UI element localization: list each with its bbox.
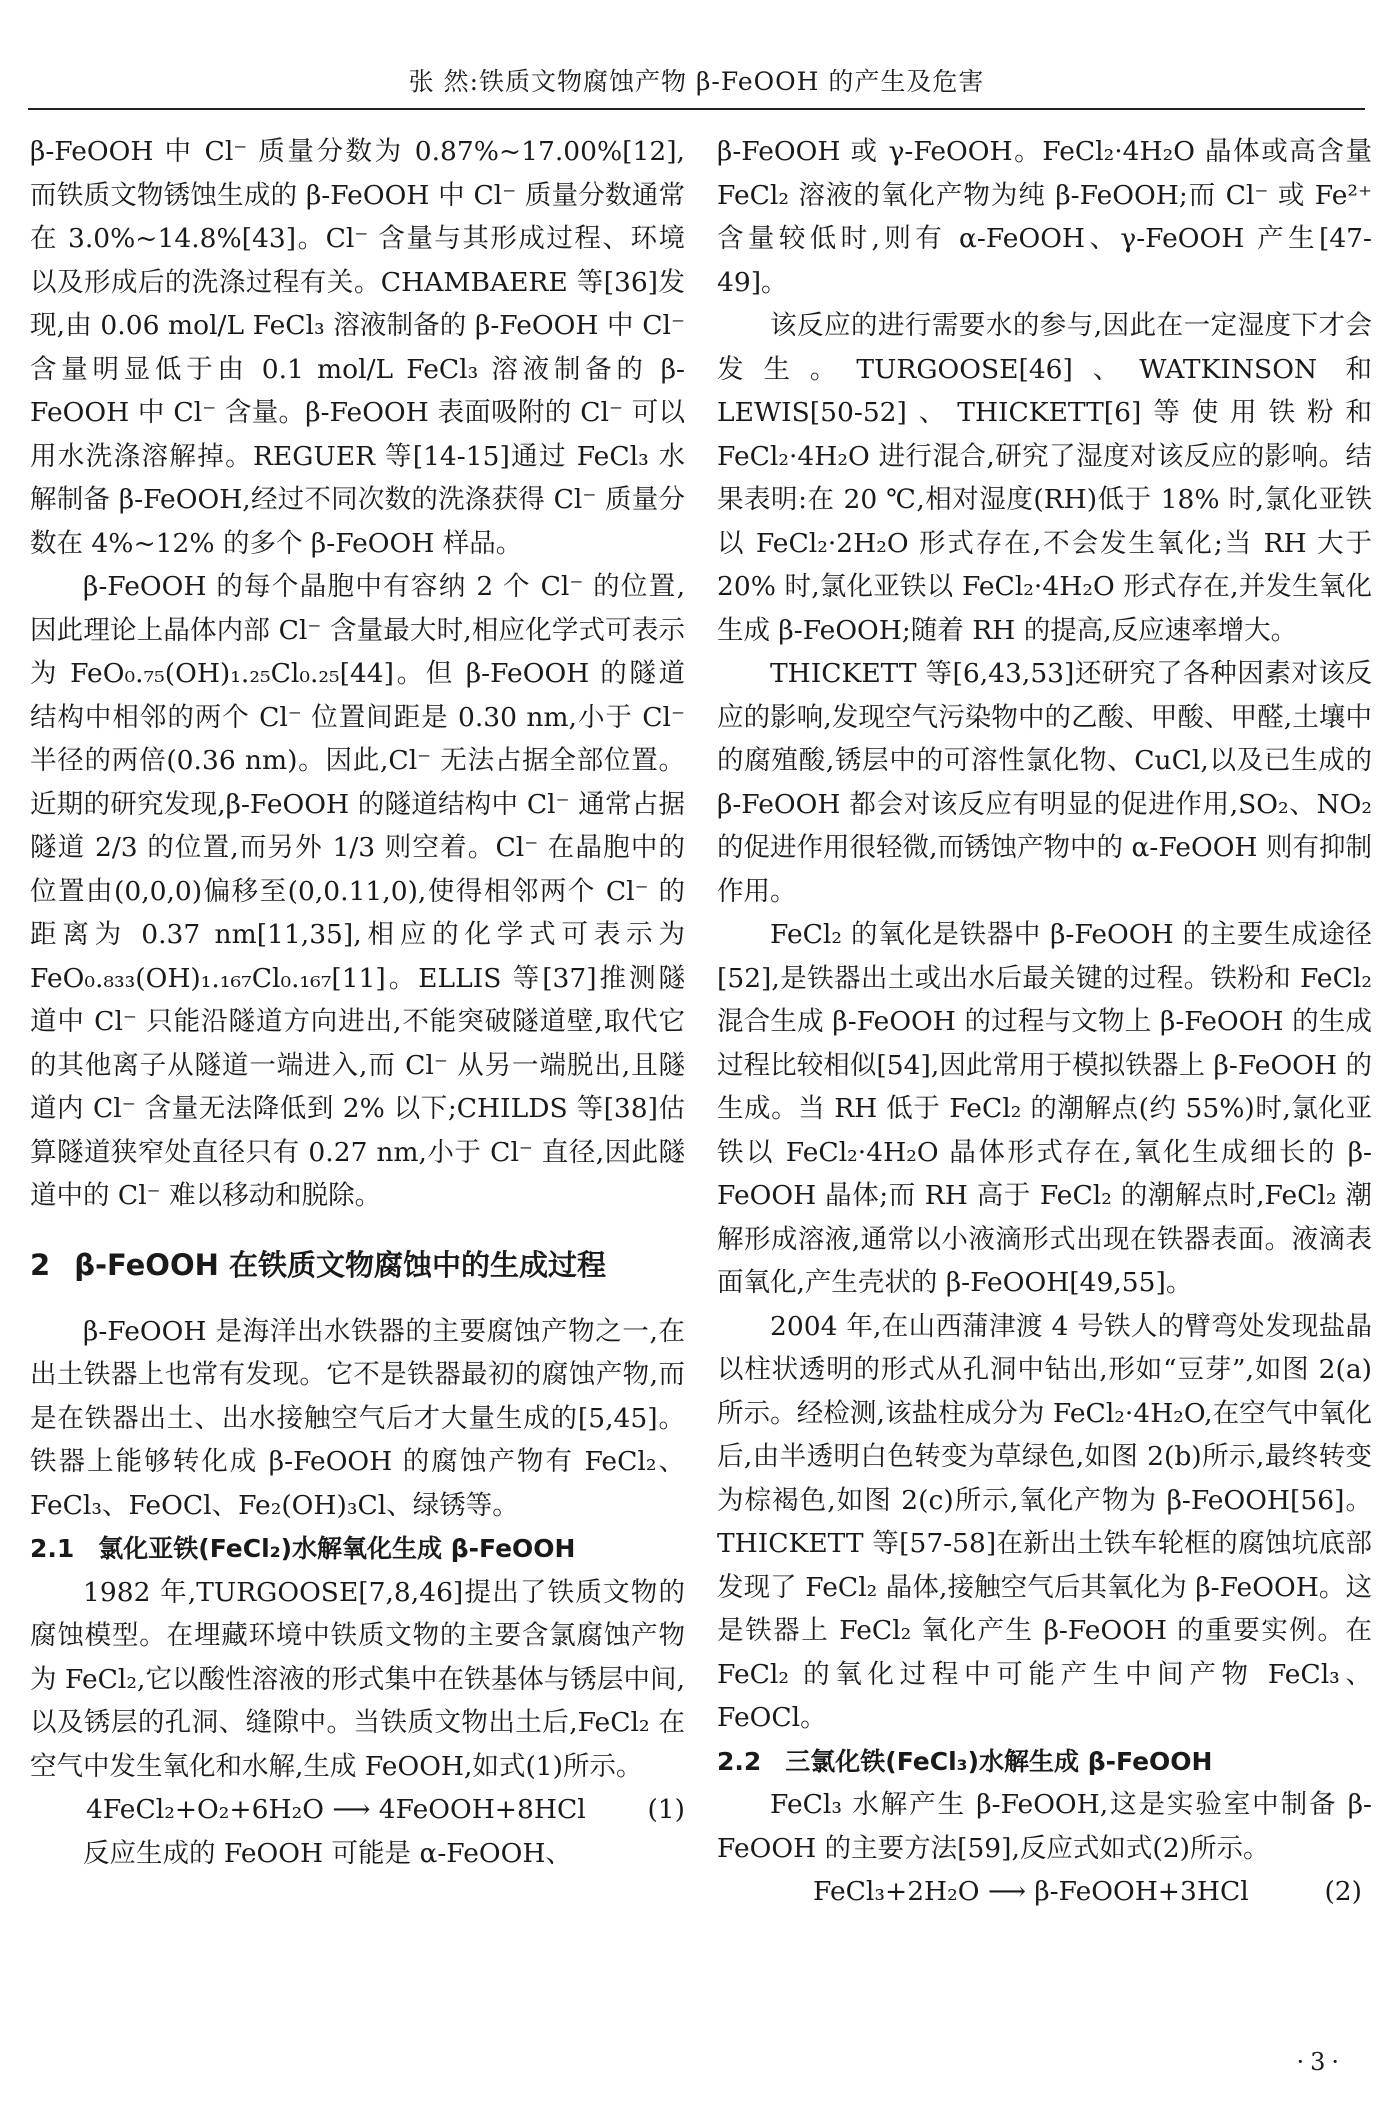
left-column [30, 130, 685, 1875]
subsection-heading [30, 1527, 685, 1571]
subsection-number: 2.1 [30, 1534, 75, 1563]
subsection-number: 2.2 [717, 1746, 762, 1776]
paragraph: β-FeOOH 或 γ-FeOOH。FeCl₂·4H₂O 晶体或高含量 FeCl₂ 溶液的氧化产物为纯 β-FeOOH;而 Cl⁻ 或 Fe²⁺ 含量较低时,则有 α-FeOOH、γ-FeOOH 产生[47-49]。 [717, 136, 1372, 298]
paragraph: 1982 年,TURGOOSE[7,8,46]提出了铁质文物的腐蚀模型。在埋藏环境中铁质文物的主要含氯腐蚀产物为 FeCl₂,它以酸性溶液的形式集中在铁基体与锈层中间,以及锈层的孔洞、缝隙中。当铁质文物出土后,FeCl₂ 在空气中发生氧化和水解,生成 FeOOH,如式(1)所示。 [30, 1576, 685, 1782]
paragraph: 2004 年,在山西蒲津渡 4 号铁人的臂弯处发现盐晶以柱状透明的形式从孔洞中钻出,形如“豆芽”,如图 2(a)所示。经检测,该盐柱成分为 FeCl₂·4H₂O,在空气中氧化后,由半透明白色转变为草绿色,如图 2(b)所示,最终转变为棕褐色,如图 2(c)所示,氧化产物为 β-FeOOH[56]。THICKETT 等[57-58]在新出土铁车轮框的腐蚀坑底部发现了 FeCl₂ 晶体,接触空气后其氧化为 β-FeOOH。这是铁器上 FeCl₂ 氧化产生 β-FeOOH 的重要实例。在 FeCl₂ 的氧化过程中可能产生中间产物 FeCl₃、FeOCl。 [717, 1310, 1372, 1733]
paragraph: 该反应的进行需要水的参与,因此在一定湿度下才会发生。TURGOOSE[46]、WATKINSON 和 LEWIS[50-52]、THICKETT[6]等使用铁粉和 FeCl₂·4H₂O 进行混合,研究了湿度对该反应的影响。结果表明:在 20 ℃,相对湿度(RH)低于 18% 时,氯化亚铁以 FeCl₂·2H₂O 形式存在,不会发生氧化;当 RH 大于 20% 时,氯化亚铁以 FeCl₂·4H₂O 形式存在,并发生氧化生成 β-FeOOH;随着 RH 的提高,反应速率增大。 [717, 310, 1372, 646]
paragraph: FeCl₃ 水解产生 β-FeOOH,这是实验室中制备 β-FeOOH 的主要方法[59],反应式如式(2)所示。 [717, 1789, 1372, 1864]
equation-number: (1) [647, 1794, 685, 1825]
paragraph: 反应生成的 FeOOH 可能是 α-FeOOH、 [83, 1837, 572, 1869]
equation-2 [717, 1870, 1372, 1914]
equation-number: (2) [1324, 1876, 1362, 1907]
equation-body: FeCl₃+2H₂O ⟶ β-FeOOH+3HCl [813, 1876, 1249, 1907]
running-header: 张 然:铁质文物腐蚀产物 β-FeOOH 的产生及危害 [408, 67, 985, 96]
paragraph: FeCl₂ 的氧化是铁器中 β-FeOOH 的主要生成途径[52],是铁器出土或出水后最关键的过程。铁粉和 FeCl₂ 混合生成 β-FeOOH 的过程与文物上 β-FeOOH 的生成过程比较相似[54],因此常用于模拟铁器上 β-FeOOH 的生成。当 RH 低于 FeCl₂ 的潮解点(约 55%)时,氯化亚铁以 FeCl₂·4H₂O 晶体形式存在,氧化生成细长的 β-FeOOH 晶体;而 RH 高于 FeCl₂ 的潮解点时,FeCl₂ 潮解形成溶液,通常以小液滴形式出现在铁器表面。液滴表面氧化,产生壳状的 β-FeOOH[49,55]。 [717, 919, 1372, 1298]
equation-body: 4FeCl₂+O₂+6H₂O ⟶ 4FeOOH+8HCl [86, 1794, 586, 1825]
subsection-title: 氯化亚铁(FeCl₂)水解氧化生成 β-FeOOH [98, 1534, 576, 1563]
subsection-heading [717, 1740, 1372, 1784]
paragraph: β-FeOOH 的每个晶胞中有容纳 2 个 Cl⁻ 的位置,因此理论上晶体内部 Cl⁻ 含量最大时,相应化学式可表示为 FeO₀.₇₅(OH)₁.₂₅Cl₀.₂₅[44]。但 β-FeOOH 的隧道结构中相邻的两个 Cl⁻ 位置间距是 0.30 nm,小于 Cl⁻ 半径的两倍(0.36 nm)。因此,Cl⁻ 无法占据全部位置。近期的研究发现,β-FeOOH 的隧道结构中 Cl⁻ 通常占据隧道 2/3 的位置,而另外 1/3 则空着。Cl⁻ 在晶胞中的位置由(0,0,0)偏移至(0,0.11,0),使得相邻两个 Cl⁻ 的距离为 0.37 nm[11,35],相应的化学式可表示为 FeO₀.₈₃₃(OH)₁.₁₆₇Cl₀.₁₆₇[11]。ELLIS 等[37]推测隧道中 Cl⁻ 只能沿隧道方向进出,不能突破隧道壁,取代它的其他离子从隧道一端进入,而 Cl⁻ 从另一端脱出,且隧道内 Cl⁻ 含量无法降低到 2% 以下;CHILDS 等[38]估算隧道狭窄处直径只有 0.27 nm,小于 Cl⁻ 直径,因此隧道中的 Cl⁻ 难以移动和脱除。 [30, 571, 685, 1211]
right-column [717, 130, 1372, 1914]
paragraph: β-FeOOH 是海洋出水铁器的主要腐蚀产物之一,在出土铁器上也常有发现。它不是铁器最初的腐蚀产物,而是在铁器出土、出水接触空气后才大量生成的[5,45]。铁器上能够转化成 β-FeOOH 的腐蚀产物有 FeCl₂、FeCl₃、FeOCl、Fe₂(OH)₃Cl、绿锈等。 [30, 1315, 685, 1521]
section-title: β-FeOOH 在铁质文物腐蚀中的生成过程 [74, 1247, 606, 1282]
header-rule [28, 108, 1365, 110]
paragraph: β-FeOOH 中 Cl⁻ 质量分数为 0.87%~17.00%[12],而铁质文物锈蚀生成的 β-FeOOH 中 Cl⁻ 质量分数通常在 3.0%~14.8%[43]。Cl⁻ 含量与其形成过程、环境以及形成后的洗涤过程有关。CHAMBAERE 等[36]发现,由 0.06 mol/L FeCl₃ 溶液制备的 β-FeOOH 中 Cl⁻ 含量明显低于由 0.1 mol/L FeCl₃ 溶液制备的 β-FeOOH 中 Cl⁻ 含量。β-FeOOH 表面吸附的 Cl⁻ 可以用水洗涤溶解掉。REGUER 等[14-15]通过 FeCl₃ 水解制备 β-FeOOH,经过不同次数的洗涤获得 Cl⁻ 质量分数在 4%~12% 的多个 β-FeOOH 样品。 [30, 136, 685, 559]
subsection-title: 三氯化铁(FeCl₃)水解生成 β-FeOOH [785, 1746, 1213, 1776]
section-heading [30, 1240, 685, 1290]
equation-1 [30, 1788, 685, 1832]
section-number: 2 [30, 1247, 51, 1282]
paragraph: THICKETT 等[6,43,53]还研究了各种因素对该反应的影响,发现空气污染物中的乙酸、甲酸、甲醛,土壤中的腐殖酸,锈层中的可溶性氯化物、CuCl,以及已生成的 β-FeOOH 都会对该反应有明显的促进作用,SO₂、NO₂ 的促进作用很轻微,而锈蚀产物中的 α-FeOOH 则有抑制作用。 [717, 658, 1372, 907]
page-number: ·3· [1296, 2048, 1345, 2076]
